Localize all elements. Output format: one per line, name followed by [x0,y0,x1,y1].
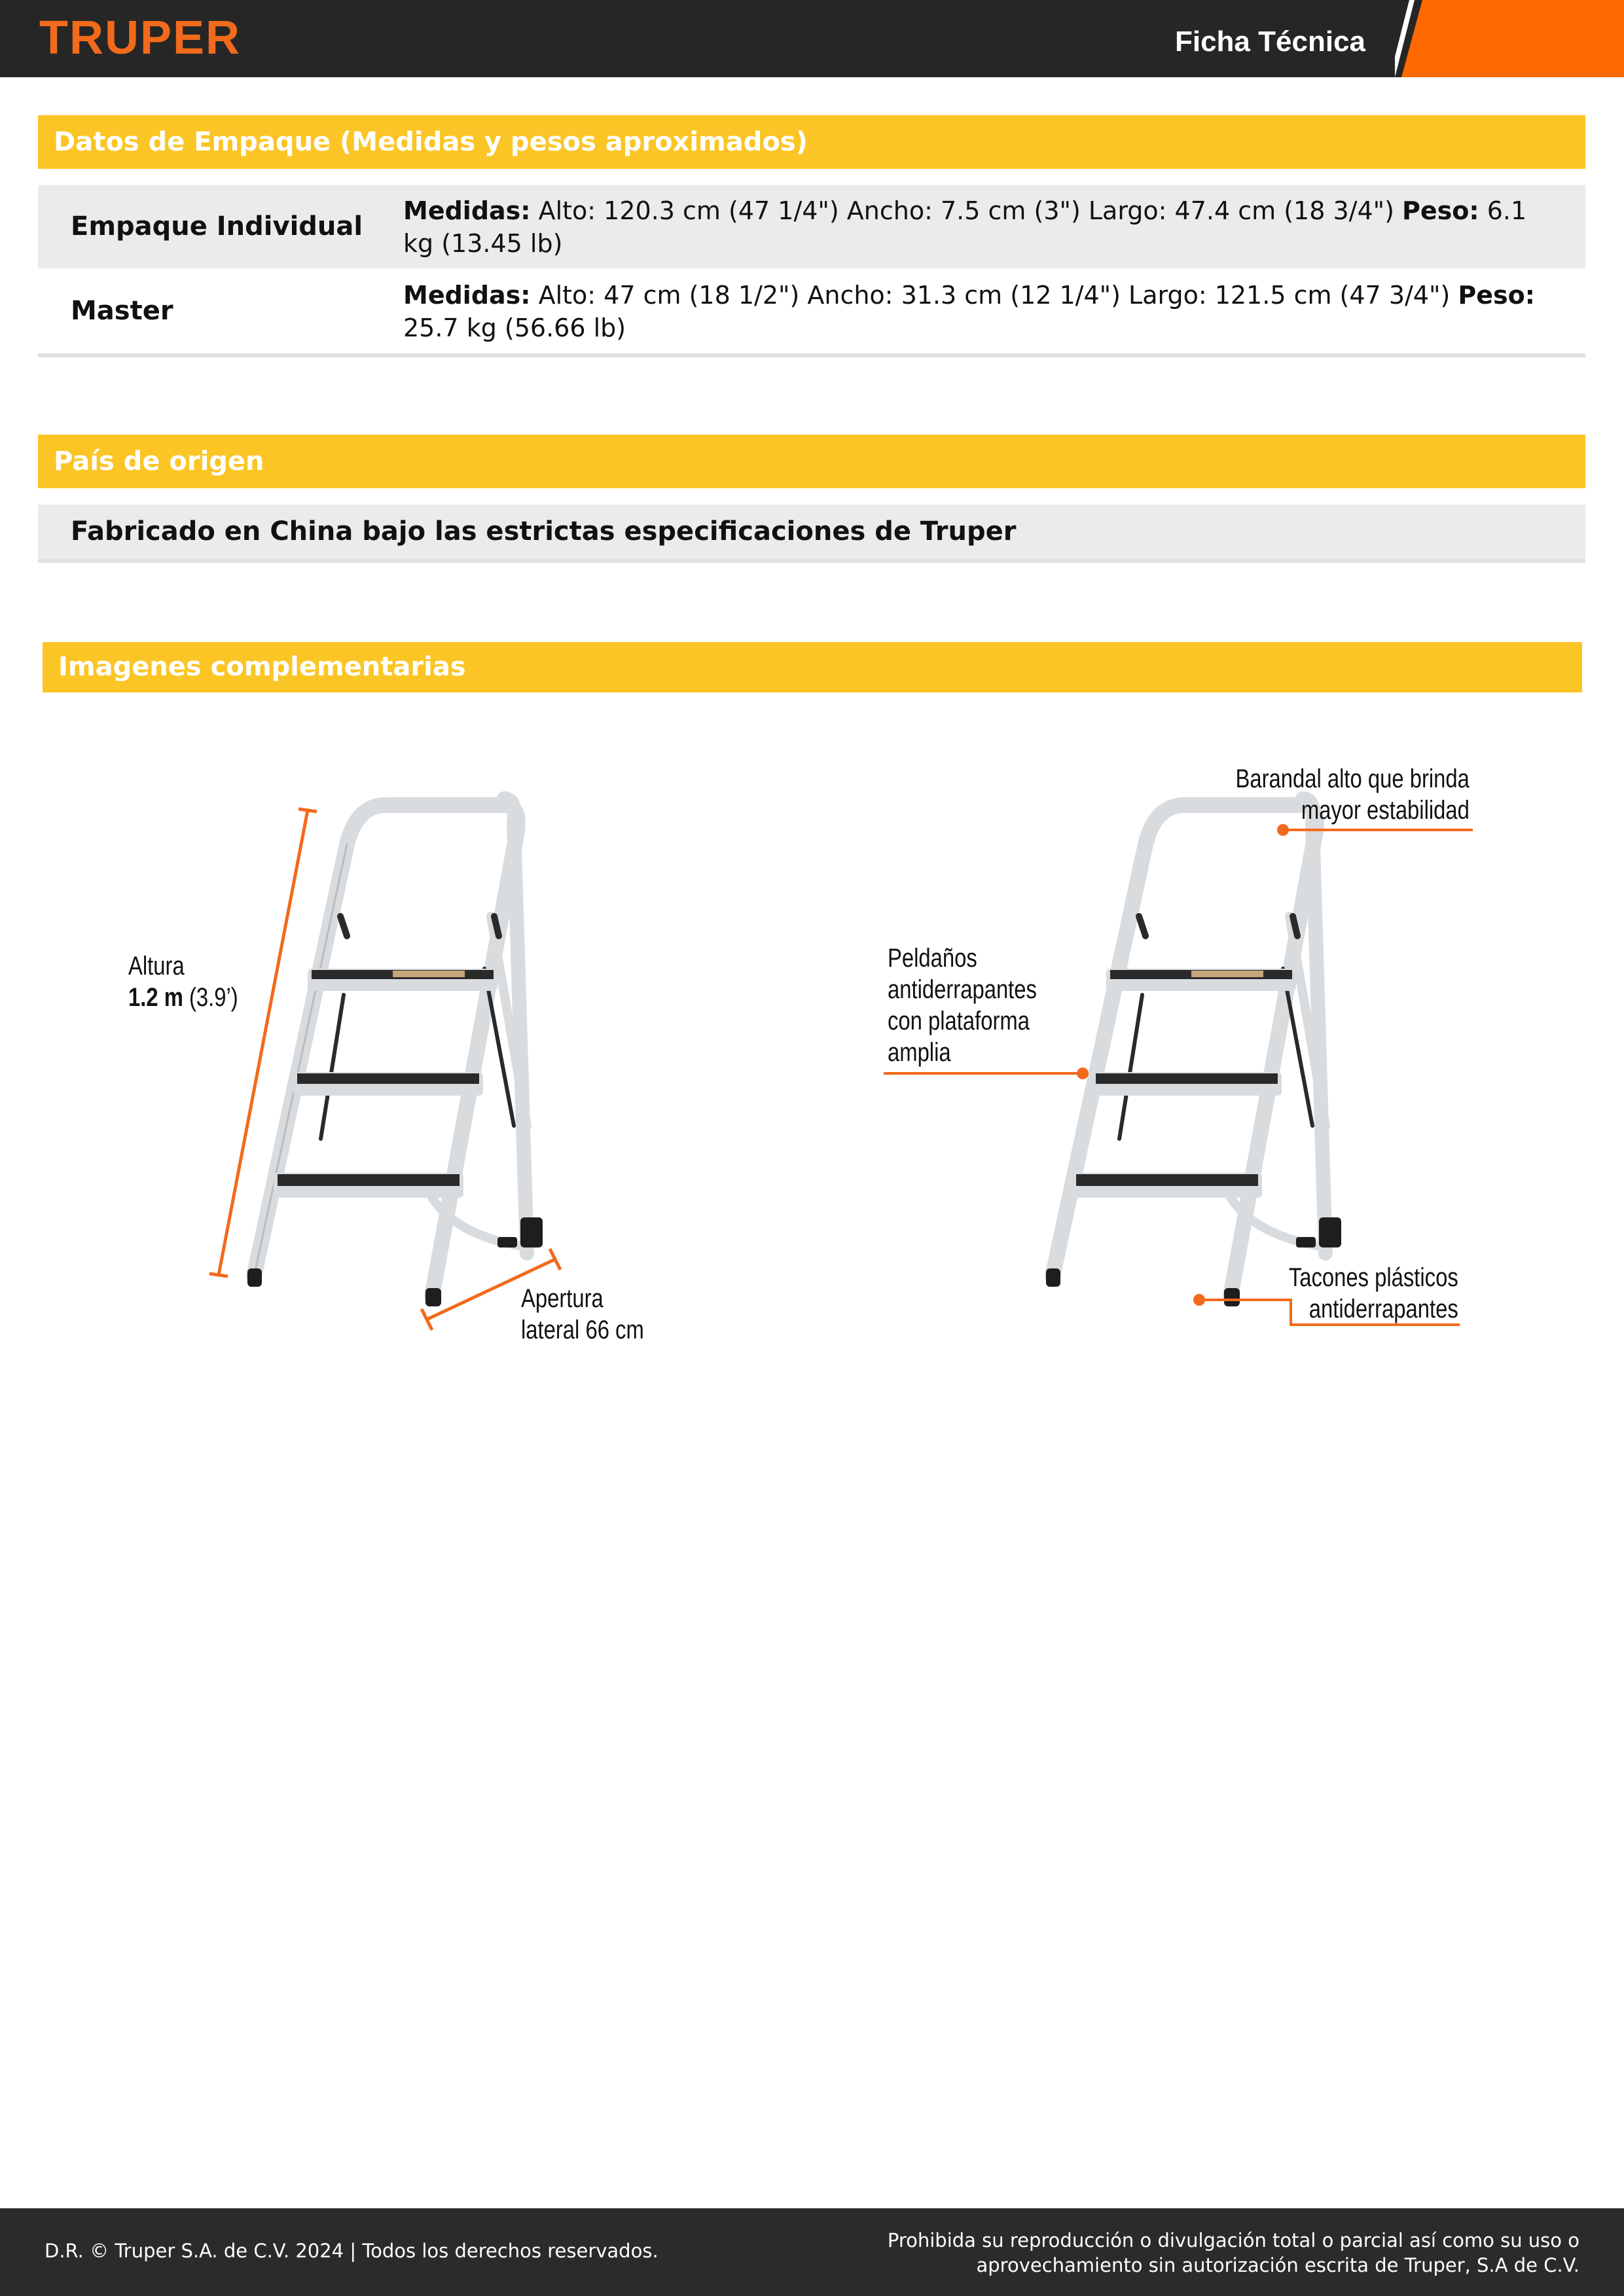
height-annotation [128,950,238,1013]
feet-line1: Tacones plásticos [1289,1263,1458,1292]
row-label: Empaque Individual [71,211,363,242]
medidas-value: Alto: 120.3 cm (47 1/4") Ancho: 7.5 cm (3") Largo: 47.4 cm (18 3/4") [538,196,1394,225]
steps-callout-dot [1077,1067,1089,1079]
packaging-section-heading: Datos de Empaque (Medidas y pesos aproximados) [38,115,1585,169]
handrail-line1: Barandal alto que brinda [1235,764,1470,793]
feet-line2: antiderrapantes [1309,1295,1458,1323]
steps-line3: con plataforma [888,1007,1030,1035]
truper-logo: TRUPER [39,12,242,64]
table-divider [38,353,1585,357]
row-value [403,194,1546,260]
opening-annotation [521,1283,644,1346]
handrail-line2: mayor estabilidad [1301,796,1470,825]
height-value: 1.2 m [128,983,183,1012]
origin-divider [38,559,1585,563]
peso-value: 25.7 kg (56.66 lb) [403,314,626,342]
origin-section-heading: País de origen [38,435,1585,488]
page-footer [0,2208,1624,2296]
row-label: Master [71,296,173,326]
origin-text: Fabricado en China bajo las estrictas especificaciones de Truper [71,516,1017,547]
table-row [38,185,1585,268]
row-value [403,279,1546,344]
opening-line2: lateral 66 cm [521,1316,644,1344]
height-label: Altura [128,952,185,980]
steps-line1: Peldaños [888,944,977,973]
peso-label: Peso: [1402,196,1479,225]
feet-callout-dot [1193,1294,1205,1306]
steps-annotation [888,942,1037,1068]
opening-line1: Apertura [521,1284,604,1313]
height-imperial: (3.9’) [189,983,238,1012]
peso-label: Peso: [1458,281,1535,310]
handrail-annotation [1236,763,1470,826]
steps-line2: antiderrapantes [888,975,1037,1004]
ladder-dimensions-image [196,785,602,1335]
images-section-heading: Imagenes complementarias [43,642,1582,692]
footer-copyright: D.R. © Truper S.A. de C.V. 2024 | Todos los derechos reservados. [45,2240,659,2262]
table-row [38,268,1585,353]
medidas-label: Medidas: [403,196,531,225]
medidas-value: Alto: 47 cm (18 1/2") Ancho: 31.3 cm (12 1/4") Largo: 121.5 cm (47 3/4") [538,281,1451,310]
origin-row [38,505,1585,559]
footer-legal-line1: Prohibida su reproducción o divulgación total o parcial así como su uso o [887,2229,1579,2251]
medidas-label: Medidas: [403,281,531,310]
footer-legal-notice [794,2228,1579,2278]
page-title: Ficha Técnica [1174,26,1365,58]
footer-legal-line2: aprovechamiento sin autorización escrita de Truper, S.A de C.V. [976,2254,1579,2276]
steps-line4: amplia [888,1038,951,1067]
page-header [0,0,1624,77]
feet-annotation [1289,1262,1458,1325]
header-orange-wedge [1395,0,1624,77]
peso-value: 6.1 kg (13.45 lb) [403,196,1527,258]
